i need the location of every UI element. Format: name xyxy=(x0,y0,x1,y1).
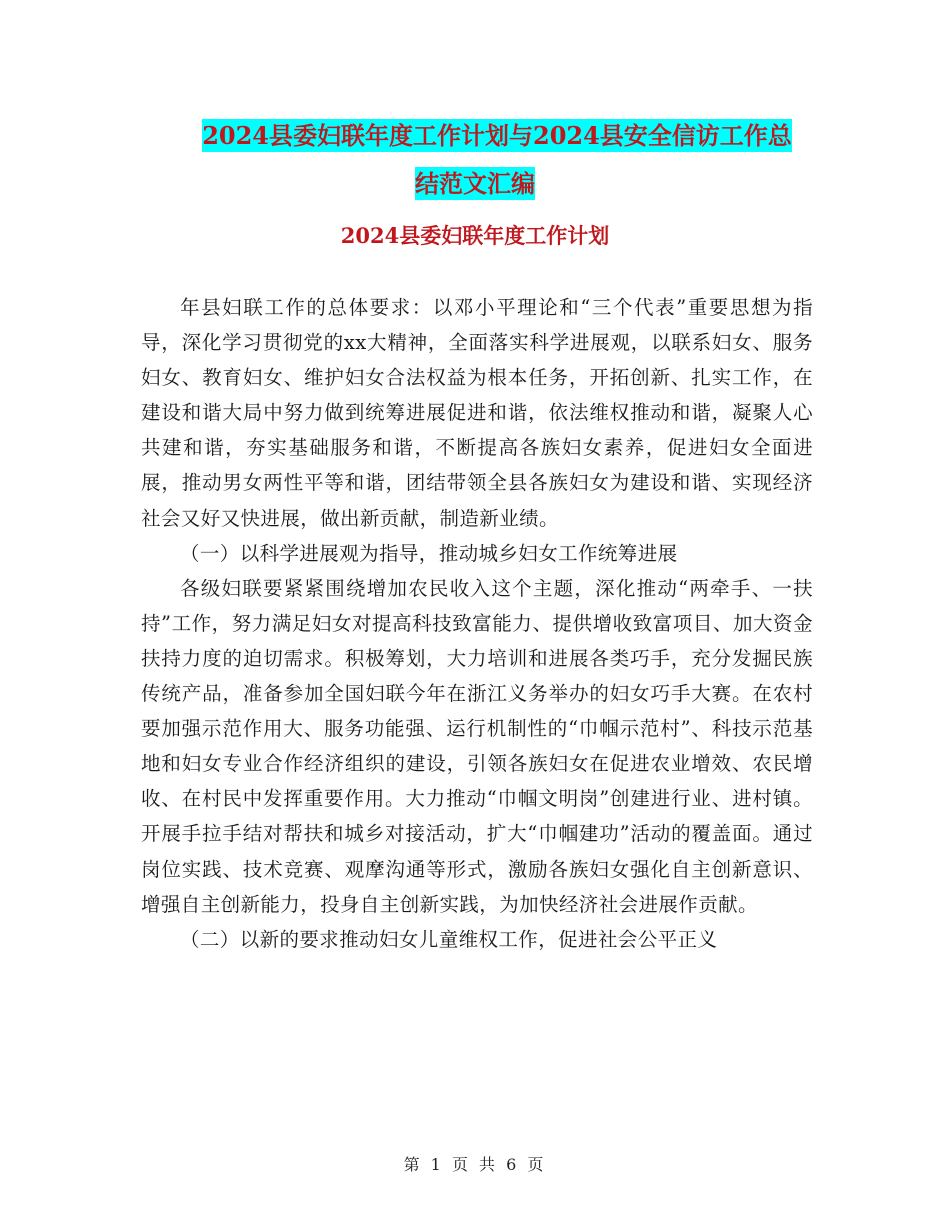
paragraph-heading-1: （一）以科学进展观为指导，推动城乡妇女工作统筹进展 xyxy=(180,541,678,565)
section-title: 2024县委妇联年度工作计划 xyxy=(340,223,610,248)
document-title xyxy=(0,112,950,208)
document-title-line-1: 2024县委妇联年度工作计划与2024县安全信访工作总 xyxy=(202,121,792,150)
document-title-line-2: 结范文汇编 xyxy=(415,169,535,198)
paragraph-heading-2: （二）以新的要求推动妇女儿童维权工作，促进社会公平正义 xyxy=(180,927,718,951)
page-footer: 第 1 页 共 6 页 xyxy=(403,1155,547,1174)
paragraph-intro: 年县妇联工作的总体要求：以邓小平理论和“三个代表”重要思想为指导，深化学习贯彻党的xx大精神，全面落实科学进展观，以联系妇女、服务妇女、教育妇女、维护妇女合法权益为根本任务，开拓创新、扎实工作，在建设和谐大局中努力做到统筹进展促进和谐，依法维权推动和谐，凝聚人心共建和谐，夯实基础服务和谐，不断提高各族妇女素养，促进妇女全面进展，推动男女两性平等和谐，团结带领全县各族妇女为建设和谐、实现经济社会又好又快进展，做出新贡献，制造新业绩。 xyxy=(141,296,813,530)
paragraph-section-1: 各级妇联要紧紧围绕增加农民收入这个主题，深化推动“两牵手、一扶持”工作，努力满足妇女对提高科技致富能力、提供增收致富项目、加大资金扶持力度的迫切需求。积极筹划，大力培训和进展各类巧手，充分发掘民族传统产品，准备参加全国妇联今年在浙江义务举办的妇女巧手大赛。在农村要加强示范作用大、服务功能强、运行机制性的“巾帼示范村”、科技示范基地和妇女专业合作经济组织的建设，引领各族妇女在促进农业增效、农民增收、在村民中发挥重要作用。大力推动“巾帼文明岗”创建进行业、进村镇。开展手拉手结对帮扶和城乡对接活动，扩大“巾帼建功”活动的覆盖面。通过岗位实践、技术竞赛、观摩沟通等形式，激励各族妇女强化自主创新意识、增强自主创新能力，投身自主创新实践，为加快经济社会进展作贡献。 xyxy=(141,576,813,916)
document-body xyxy=(141,290,813,957)
